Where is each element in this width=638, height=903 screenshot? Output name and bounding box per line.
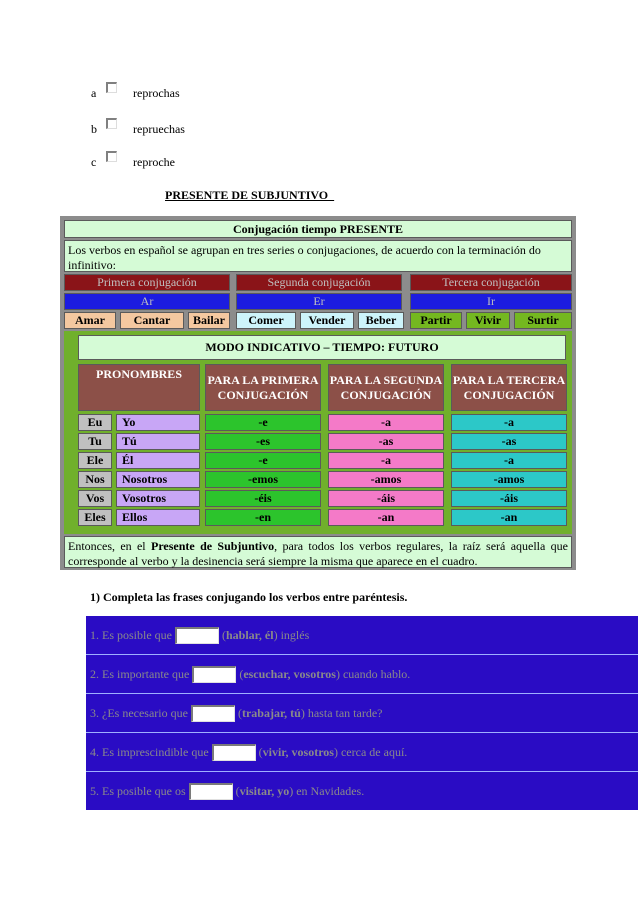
answer-input[interactable] — [191, 705, 235, 722]
verb-comer: Comer — [236, 312, 296, 329]
answer-input[interactable] — [175, 627, 219, 644]
header-tercera: PARA LA TERCERA CONJUGACIÓN — [451, 364, 567, 411]
row-ending-3: -as — [451, 433, 567, 450]
option-letter: a — [91, 86, 97, 100]
row-ending-3: -a — [451, 452, 567, 469]
ending-ar: Ar — [64, 293, 230, 310]
row-ending-1: -emos — [205, 471, 321, 488]
row-pronoun: Tú — [116, 433, 200, 450]
row-ending-1: -e — [205, 414, 321, 431]
option-text: reproche — [133, 155, 175, 169]
table-header: Conjugación tiempo PRESENTE — [64, 220, 572, 238]
verb-bailar: Bailar — [188, 312, 230, 329]
exercise-text: cerca de aquí. — [337, 744, 408, 759]
row-abbr: Vos — [78, 490, 112, 507]
row-ending-2: -as — [328, 433, 444, 450]
header-segunda: PARA LA SEGUNDA CONJUGACIÓN — [328, 364, 444, 411]
conjugation-1: Primera conjugación — [64, 274, 230, 291]
row-pronoun: Nosotros — [116, 471, 200, 488]
exercise-verb: escuchar, vosotros — [243, 666, 336, 681]
verb-cantar: Cantar — [120, 312, 184, 329]
row-pronoun: Ellos — [116, 509, 200, 526]
exercise-item — [90, 733, 407, 771]
exercise-verb: trabajar, tú — [241, 705, 301, 720]
row-abbr: Eu — [78, 414, 112, 431]
row-abbr: Ele — [78, 452, 112, 469]
note-text: Entonces, en el — [68, 539, 151, 553]
ending-ir: Ir — [410, 293, 572, 310]
exercise-item — [90, 616, 309, 654]
row-abbr: Nos — [78, 471, 112, 488]
row-ending-3: -áis — [451, 490, 567, 507]
paren: ) — [273, 627, 278, 642]
option-letter: c — [91, 155, 97, 169]
row-ending-1: -e — [205, 452, 321, 469]
exercise-text: 2. Es importante que — [90, 666, 193, 681]
row-ending-3: -a — [451, 414, 567, 431]
row-ending-3: -amos — [451, 471, 567, 488]
paren: ( — [234, 705, 242, 720]
mode-title: MODO INDICATIVO – TIEMPO: FUTURO — [78, 335, 566, 360]
option-c-checkbox[interactable] — [106, 151, 117, 162]
verb-amar: Amar — [64, 312, 116, 329]
header-pronombres: PRONOMBRES — [78, 364, 200, 411]
exercise-verb: hablar, él — [226, 627, 274, 642]
paren: ) — [289, 783, 294, 798]
section-title: PRESENTE DE SUBJUNTIVO — [165, 188, 335, 202]
exercise-text: hasta tan tarde? — [304, 705, 383, 720]
option-a-checkbox[interactable] — [106, 82, 117, 93]
exercise-text: en Navidades. — [293, 783, 365, 798]
exercise-text: 1. Es posible que — [90, 627, 175, 642]
verb-surtir: Surtir — [514, 312, 572, 329]
row-pronoun: Él — [116, 452, 200, 469]
header-primera: PARA LA PRIMERA CONJUGACIÓN — [205, 364, 321, 411]
exercise-verb: vivir, vosotros — [262, 744, 334, 759]
row-ending-1: -éis — [205, 490, 321, 507]
exercise-text: inglés — [277, 627, 310, 642]
option-text: repruechas — [133, 122, 185, 136]
table-note — [64, 536, 572, 568]
note-bold: Presente de Subjuntivo — [150, 539, 275, 553]
option-letter: b — [91, 122, 97, 136]
answer-input[interactable] — [212, 744, 256, 761]
future-table — [64, 331, 572, 534]
row-ending-3: -an — [451, 509, 567, 526]
ending-er: Er — [236, 293, 402, 310]
exercise-panel — [86, 616, 638, 810]
row-ending-2: -an — [328, 509, 444, 526]
row-ending-1: -es — [205, 433, 321, 450]
row-ending-2: -a — [328, 452, 444, 469]
exercise-verb: visitar, yo — [239, 783, 290, 798]
row-pronoun: Vosotros — [116, 490, 200, 507]
paren: ) — [335, 666, 340, 681]
exercise-text: cuando hablo. — [339, 666, 411, 681]
exercise-title: 1) Completa las frases conjugando los verbos entre paréntesis. — [90, 590, 408, 604]
conjugation-table — [60, 216, 576, 570]
row-pronoun: Yo — [116, 414, 200, 431]
row-ending-1: -en — [205, 509, 321, 526]
note-text: , para todos los verbos regulares, la raíz será aquella que corresponde al verbo y la desinencia será siempre la misma que aparece en el cuadro. — [68, 539, 568, 568]
exercise-text: 5. Es posible que os — [90, 783, 189, 798]
verb-vivir: Vivir — [466, 312, 510, 329]
option-b-checkbox[interactable] — [106, 118, 117, 129]
paren: ( — [255, 744, 263, 759]
paren: ( — [219, 627, 226, 642]
row-abbr: Eles — [78, 509, 112, 526]
exercise-item — [90, 694, 382, 732]
row-ending-2: -amos — [328, 471, 444, 488]
exercise-text: 3. ¿Es necesario que — [90, 705, 191, 720]
conjugation-3: Tercera conjugación — [410, 274, 572, 291]
row-ending-2: -áis — [328, 490, 444, 507]
exercise-text: 4. Es imprescindible que — [90, 744, 212, 759]
exercise-item — [90, 772, 364, 810]
verb-vender: Vender — [300, 312, 354, 329]
paren: ( — [232, 783, 240, 798]
row-abbr: Tu — [78, 433, 112, 450]
verb-partir: Partir — [410, 312, 462, 329]
answer-input[interactable] — [192, 666, 236, 683]
row-ending-2: -a — [328, 414, 444, 431]
paren: ) — [333, 744, 338, 759]
paren: ) — [300, 705, 305, 720]
conjugation-2: Segunda conjugación — [236, 274, 402, 291]
paren: ( — [236, 666, 244, 681]
answer-input[interactable] — [189, 783, 233, 800]
exercise-item — [90, 655, 410, 693]
option-text: reprochas — [133, 86, 180, 100]
verb-beber: Beber — [358, 312, 404, 329]
table-intro: Los verbos en español se agrupan en tres series o conjugaciones, de acuerdo con la terminación do infinitivo: — [64, 240, 572, 272]
